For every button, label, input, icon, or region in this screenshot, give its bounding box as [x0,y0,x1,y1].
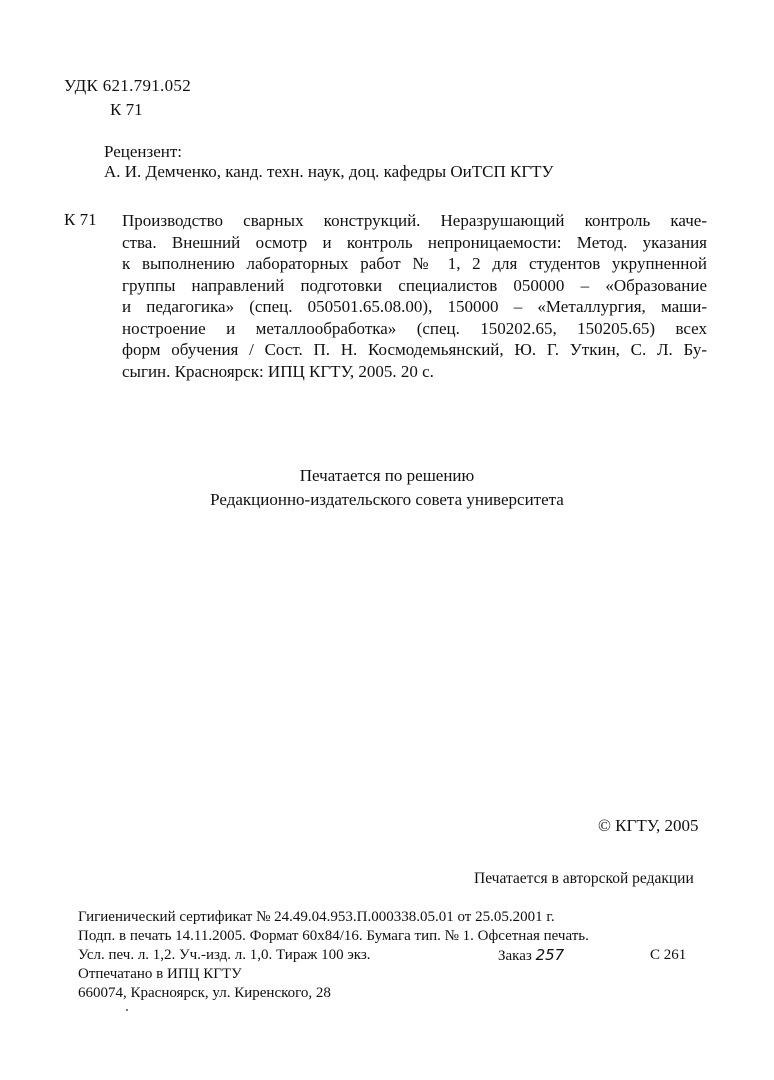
bibliographic-description [122,210,707,382]
printer-address: 660074, Красноярск, ул. Киренского, 28 [78,985,331,1001]
order-label: Заказ [498,948,532,964]
bibliography-line: к выполнению лабораторных работ № 1, 2 для студентов укрупненной [122,254,707,273]
bibliography-line: группы направлений подготовки специалистов 050000 – «Образование [122,275,707,295]
bibliography-line: и педагогика» (спец. 050501.65.08.00), 150000 – «Металлургия, маши- [122,297,707,316]
print-decision-line2: Редакционно-издательского совета университета [210,490,564,509]
imprint-block [78,908,687,1003]
bibliography-line: ностроение и металлообработка» (спец. 150202.65, 150205.65) всех [122,318,707,338]
bibliography-line: Производство сварных конструкций. Неразрушающий контроль каче- [122,211,707,230]
bibliography-code: К 71 [64,210,97,229]
author-edition-note: Печатается в авторской редакции [474,870,694,887]
signed-to-print: Подп. в печать 14.11.2005. Формат 60х84/16. Бумага тип. № 1. Офсетная печать. [78,928,589,944]
print-decision [0,464,774,512]
print-run-line [78,946,687,965]
printed-at: Отпечатано в ИПЦ КГТУ [78,966,242,982]
bibliography-line: ства. Внешний осмотр и контроль непроницаемости: Метод. указания [122,232,707,252]
bibliography-line: сыгин. Красноярск: ИПЦ КГТУ, 2005. 20 с. [122,361,434,381]
scan-speck [126,1009,128,1011]
bibliography-line: форм обучения / Сост. П. Н. Космодемьянский, Ю. Г. Уткин, С. Л. Бу- [122,340,707,359]
udk-code: УДК 621.791.052 [64,76,192,95]
print-sheets: Усл. печ. л. 1,2. Уч.-изд. л. 1,0. Тираж 100 экз. [78,947,371,963]
hygiene-certificate: Гигиенический сертификат № 24.49.04.953.П.000338.05.01 от 25.05.2001 г. [78,909,555,925]
bbk-code: К 71 [110,100,143,119]
reviewer-text: А. И. Демченко, канд. техн. наук, доц. кафедры ОиТСП КГТУ [104,162,554,181]
copyright-notice: © КГТУ, 2005 [598,816,699,835]
order [498,946,564,966]
page-code: С 261 [650,947,687,963]
print-decision-line1: Печатается по решению [299,466,475,485]
order-number: 257 [535,946,565,964]
reviewer-label: Рецензент: [104,142,183,161]
